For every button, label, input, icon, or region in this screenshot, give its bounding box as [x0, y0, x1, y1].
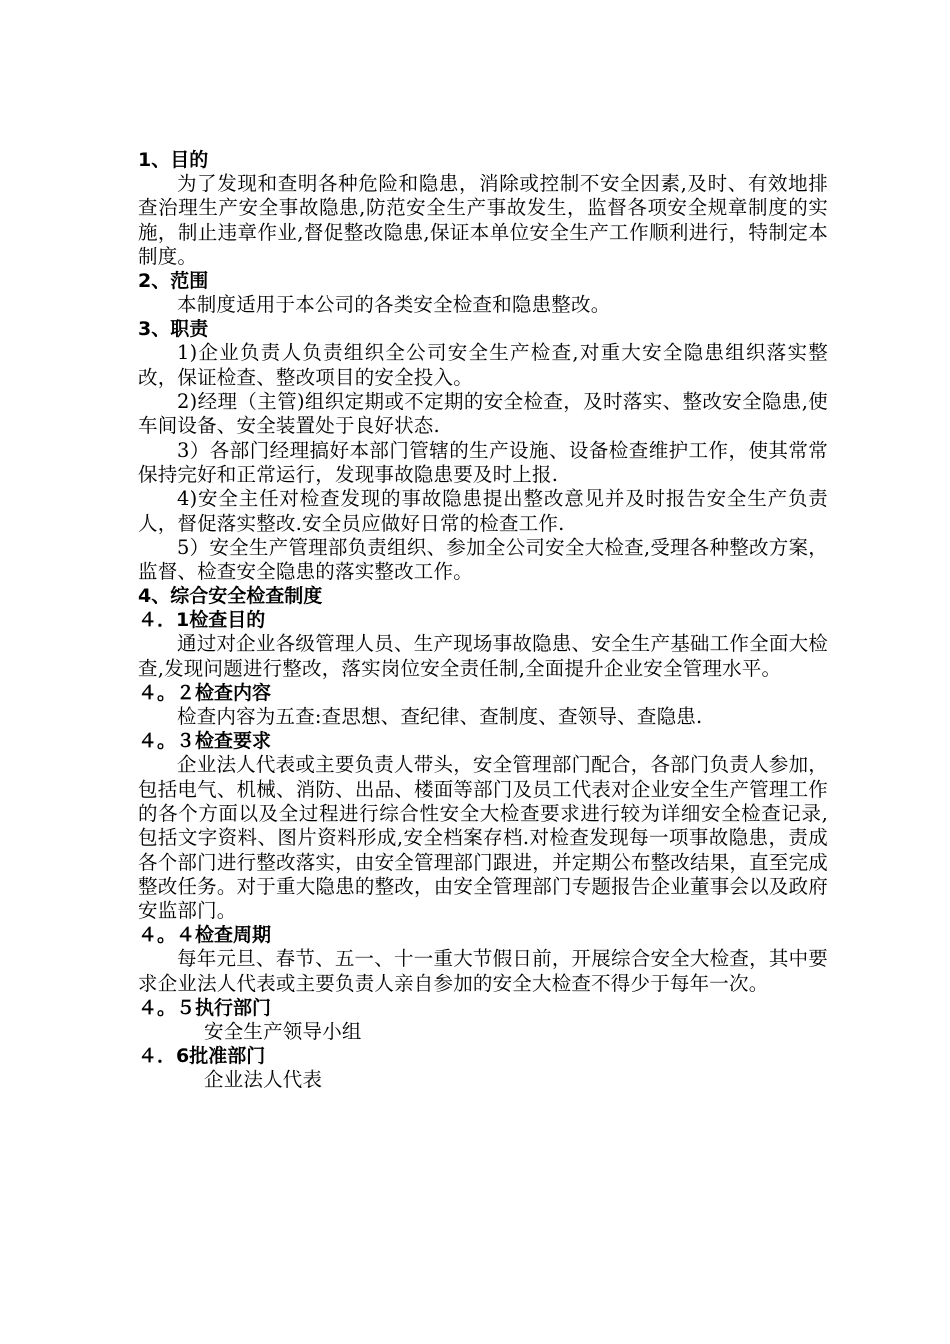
subsection-heading-4-4: ４。４检查周期 [138, 924, 272, 947]
subsection-text-4-5: 安全生产领导小组 [204, 1020, 362, 1044]
subsection-heading-4-6: ４．6批准部门 [138, 1045, 266, 1068]
subsection-text-4-1: 通过对企业各级管理人员、生产现场事故隐患、安全生产基础工作全面大检查,发现问题进行整改，落实岗位安全责任制,全面提升企业安全管理水平。 [138, 632, 828, 680]
responsibility-item-2: 2)经理（主管)组织定期或不定期的安全检查，及时落实、整改安全隐患,使车间设备、安全装置处于良好状态. [138, 390, 828, 438]
responsibility-item-3: 3）各部门经理搞好本部门管辖的生产设施、设备检查维护工作，使其常常保持完好和正常运行，发现事故隐患要及时上报. [138, 438, 828, 486]
subsection-heading-4-1: ４．1检查目的 [138, 609, 266, 632]
section-heading-purpose: 1、目的 [138, 149, 209, 171]
subsection-heading-4-2: ４。２检查内容 [138, 682, 272, 705]
section-heading-inspection-system: 4、综合安全检查制度 [138, 585, 323, 608]
responsibility-item-5: 5）安全生产管理部负责组织、参加全公司安全大检查,受理各种整改方案，监督、检查安全隐患的落实整改工作。 [138, 535, 828, 584]
section-heading-scope: 2、范围 [138, 270, 209, 293]
subsection-heading-4-5: ４。５执行部门 [138, 997, 272, 1020]
subsection-text-4-3: 企业法人代表或主要负责人带头，安全管理部门配合，各部门负责人参加，包括电气、机械、消防、出品、楼面等部门及员工代表对企业安全生产管理工作的各个方面以及全过程进行综合性安全大检查要求进行较为详细安全检查记录,包括文字资料、图片资料形成,安全档案存档.对检查发现每一项事故隐患，责成各个部门进行整改落实，由安全管理部门跟进，并定期公布整改结果，直至完成整改任务。对于重大隐患的整改，由安全管理部门专题报告企业董事会以及政府安监部门。 [138, 753, 828, 923]
subsection-text-4-6: 企业法人代表 [204, 1068, 323, 1092]
subsection-heading-4-3: ４。３检查要求 [138, 730, 272, 753]
subsection-text-4-2: 检查内容为五查:查思想、查纪律、查制度、查领导、查隐患. [177, 705, 703, 729]
responsibility-item-1: 1)企业负责人负责组织全公司安全生产检查,对重大安全隐患组织落实整改，保证检查、整改项目的安全投入。 [138, 341, 828, 389]
section-heading-responsibilities: 3、职责 [138, 318, 209, 341]
responsibility-item-4: 4)安全主任对检查发现的事故隐患提出整改意见并及时报告安全生产负责人，督促落实整改.安全员应做好日常的检查工作. [138, 487, 828, 535]
section-text-purpose: 为了发现和查明各种危险和隐患，消除或控制不安全因素,及时、有效地排查治理生产安全事故隐患,防范安全生产事故发生，监督各项安全规章制度的实施，制止违章作业,督促整改隐患,保证本单位安全生产工作顺利进行，特制定本制度。 [138, 172, 828, 268]
subsection-text-4-4: 每年元旦、春节、五一、十一重大节假日前，开展综合安全大检查，其中要求企业法人代表或主要负责人亲自参加的安全大检查不得少于每年一次。 [138, 947, 828, 995]
section-text-scope: 本制度适用于本公司的各类安全检查和隐患整改。 [177, 293, 611, 317]
document-body [138, 148, 828, 1093]
